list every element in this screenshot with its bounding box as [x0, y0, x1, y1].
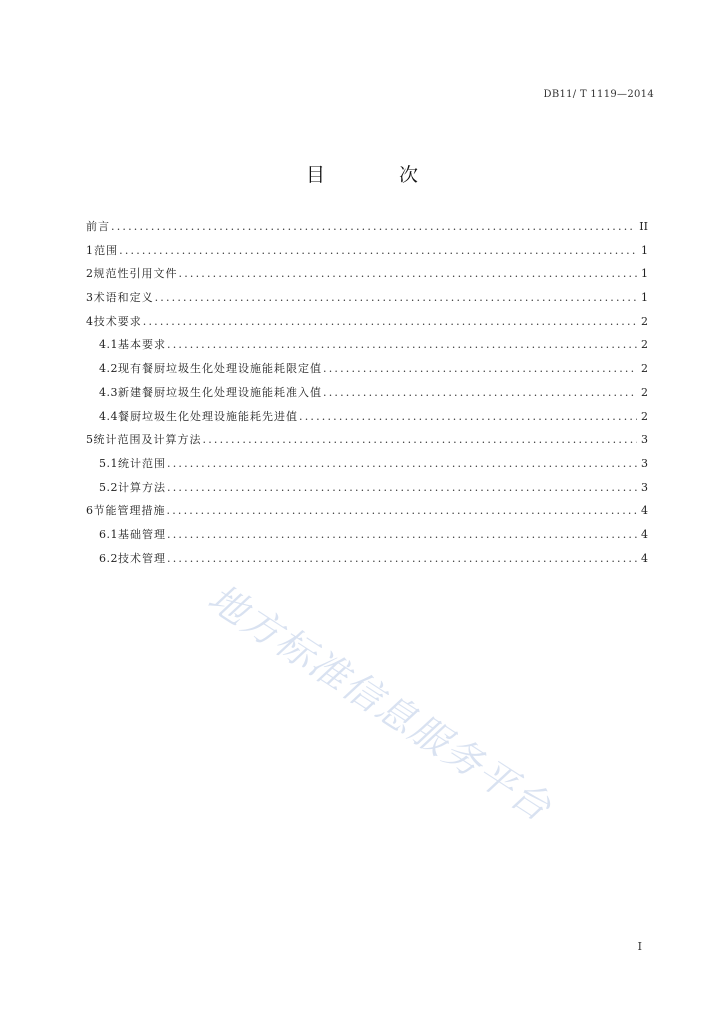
- toc-entry[interactable]: [86, 408, 648, 432]
- toc-entry-page: 3: [641, 456, 648, 470]
- toc-entry-title: 前言: [86, 220, 110, 233]
- toc-entry-title: 基础管理: [118, 527, 166, 541]
- toc-entry[interactable]: [86, 526, 648, 550]
- toc-entry[interactable]: [86, 289, 648, 313]
- toc-entry-page: 2: [641, 338, 648, 352]
- toc-entry-title: 基本要求: [118, 338, 166, 352]
- toc-entry-page: 2: [641, 362, 648, 376]
- toc-dot-leader: [119, 244, 637, 257]
- toc-entry-page: 2: [641, 385, 648, 399]
- toc-entry-title: 统计范围: [118, 456, 166, 470]
- toc-entry[interactable]: [86, 384, 648, 408]
- toc-entry[interactable]: [86, 218, 648, 242]
- toc-entry-page: 2: [641, 314, 648, 328]
- toc-dot-leader: [167, 528, 637, 541]
- toc-entry-page: 4: [641, 527, 648, 541]
- toc-entry-number: 4.2: [99, 362, 118, 376]
- toc-entry-page: 1: [641, 243, 648, 257]
- toc-entry[interactable]: [86, 431, 648, 455]
- toc-dot-leader: [167, 552, 637, 565]
- toc-entry-page: 1: [641, 267, 648, 281]
- toc-entry-page: 1: [641, 291, 648, 305]
- toc-entry-number: 1: [86, 243, 94, 257]
- toc-entry-number: 4: [86, 314, 94, 328]
- toc-entry-title: 统计范围及计算方法: [93, 433, 202, 447]
- toc-entry-number: 6.2: [99, 551, 118, 565]
- toc-dot-leader: [143, 315, 637, 328]
- page-number: I: [637, 940, 642, 953]
- toc-entry[interactable]: [86, 550, 648, 574]
- toc-dot-leader: [179, 267, 638, 280]
- toc-dot-leader: [299, 410, 637, 423]
- toc-entry-title: 节能管理措施: [93, 504, 166, 518]
- toc-entry-title: 现有餐厨垃圾生化处理设施能耗限定值: [118, 362, 322, 376]
- toc-entry[interactable]: [86, 502, 648, 526]
- toc-entry-number: 6.1: [99, 527, 118, 541]
- toc-entry[interactable]: [86, 360, 648, 384]
- toc-entry-number: 3: [86, 291, 94, 305]
- toc-entry-page: 3: [641, 433, 648, 447]
- toc-entry[interactable]: [86, 265, 648, 289]
- toc-entry[interactable]: [86, 479, 648, 503]
- toc-entry[interactable]: [86, 313, 648, 337]
- toc-dot-leader: [111, 220, 636, 233]
- toc-dot-leader: [203, 433, 638, 446]
- toc-dot-leader: [323, 386, 637, 399]
- toc-entry-number: 4.1: [99, 338, 118, 352]
- toc-dot-leader: [167, 338, 637, 351]
- toc-dot-leader: [323, 362, 637, 375]
- toc-dot-leader: [167, 457, 637, 470]
- standard-code: DB11/ T 1119—2014: [543, 89, 654, 100]
- toc-entry-title: 范围: [94, 243, 119, 257]
- toc-entry-title: 规范性引用文件: [93, 267, 178, 281]
- toc-entry-title: 术语和定义: [93, 291, 154, 305]
- toc-dot-leader: [155, 291, 637, 304]
- toc-entry-number: 4.4: [99, 409, 118, 423]
- table-of-contents: [86, 218, 648, 573]
- toc-entry[interactable]: [86, 242, 648, 266]
- toc-entry-number: 4.3: [99, 385, 118, 399]
- toc-entry-title: 技术要求: [93, 314, 142, 328]
- toc-entry-number: 6: [86, 504, 94, 518]
- toc-dot-leader: [167, 481, 637, 494]
- toc-entry-number: 5: [86, 433, 94, 447]
- toc-entry-title: 计算方法: [118, 480, 166, 494]
- toc-entry[interactable]: [86, 455, 648, 479]
- toc-entry-page: II: [639, 220, 648, 233]
- toc-entry-page: 3: [641, 480, 648, 494]
- toc-entry-page: 4: [641, 504, 648, 518]
- watermark: 地方标准信息服务平台: [200, 575, 560, 831]
- toc-entry-page: 4: [641, 551, 648, 565]
- toc-dot-leader: [167, 504, 638, 517]
- toc-entry[interactable]: [86, 336, 648, 360]
- toc-entry-number: 2: [86, 267, 94, 281]
- toc-entry-page: 2: [641, 409, 648, 423]
- toc-entry-title: 新建餐厨垃圾生化处理设施能耗准入值: [118, 385, 322, 399]
- toc-entry-title: 技术管理: [118, 551, 166, 565]
- toc-entry-number: 5.1: [99, 456, 118, 470]
- page-title: 目 次: [305, 164, 453, 186]
- toc-entry-number: 5.2: [99, 480, 118, 494]
- toc-entry-title: 餐厨垃圾生化处理设施能耗先进值: [118, 409, 298, 423]
